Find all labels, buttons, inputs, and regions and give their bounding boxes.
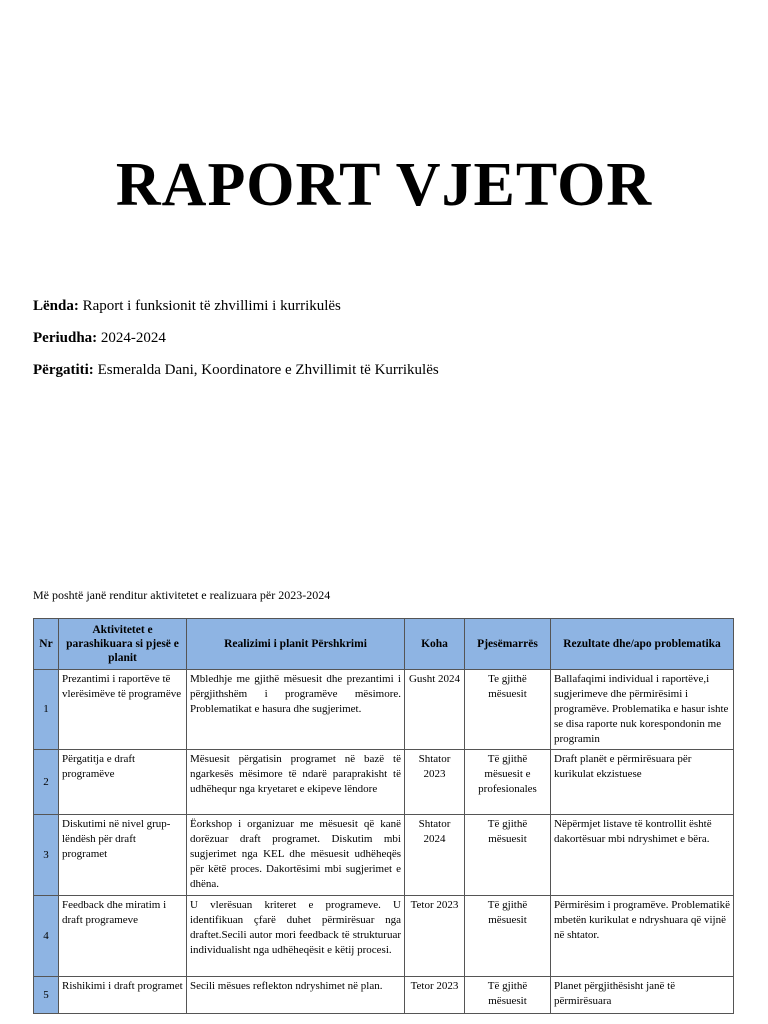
cell-participants: Te gjithë mësuesit bbox=[465, 670, 551, 750]
header-realization: Realizimi i planit Përshkrimi bbox=[187, 619, 405, 670]
cell-nr: 4 bbox=[34, 896, 59, 977]
cell-participants: Të gjithë mësuesit bbox=[465, 977, 551, 1014]
report-title: RAPORT VJETOR bbox=[115, 151, 653, 219]
cell-time: Gusht 2024 bbox=[405, 670, 465, 750]
author-value: Esmeralda Dani, Koordinatore e Zhvillimit të Kurrikulës bbox=[97, 362, 439, 378]
activities-table bbox=[33, 618, 734, 1014]
cell-activity: Feedback dhe miratim i draft programeve bbox=[59, 896, 187, 977]
author-label: Përgatiti: bbox=[33, 362, 94, 378]
table-row bbox=[34, 670, 734, 750]
cell-realization: Ëorkshop i organizuar me mësuesit që kanë dorëzuar draft programet. Diskutim mbi sugjerimet nga KEL dhe mësuesit udhëheqës për këtë proces. Dakortësimi mbi sugjerimet e dhëna. bbox=[187, 815, 405, 896]
header-time: Koha bbox=[405, 619, 465, 670]
period-line bbox=[33, 322, 439, 354]
cell-results: Ballafaqimi individual i raportëve,i sugjerimeve dhe përmirësimi i programëve. Problematika e hasur ishte se disa raporte nuk korespondonin me programin bbox=[551, 670, 734, 750]
header-results: Rezultate dhe/apo problematika bbox=[551, 619, 734, 670]
cell-time: Shtator 2024 bbox=[405, 815, 465, 896]
author-line bbox=[33, 354, 439, 386]
header-nr: Nr bbox=[34, 619, 59, 670]
cell-activity: Rishikimi i draft programet bbox=[59, 977, 187, 1014]
period-value: 2024-2024 bbox=[100, 330, 166, 346]
table-row bbox=[34, 977, 734, 1014]
cell-activity: Prezantimi i raportëve të vlerësimëve të programëve bbox=[59, 670, 187, 750]
cell-realization: U vlerësuan kriteret e programeve. U identifikuan çfarë duhet përmirësuar nga draftet.Secili autor mori feedback të strukturuar individualisht nga udhëheqësit e këtij procesi. bbox=[187, 896, 405, 977]
cell-results: Nëpërmjet listave të kontrollit është dakortësuar mbi ndryshimet e bëra. bbox=[551, 815, 734, 896]
cell-time: Tetor 2023 bbox=[405, 896, 465, 977]
table-header-row bbox=[34, 619, 734, 670]
report-meta bbox=[33, 290, 439, 386]
cell-activity: Përgatitja e draft programëve bbox=[59, 750, 187, 815]
header-participants: Pjesëmarrës bbox=[465, 619, 551, 670]
cell-time: Tetor 2023 bbox=[405, 977, 465, 1014]
period-label: Periudha: bbox=[33, 330, 98, 346]
subject-value: Raport i funksionit të zhvillimi i kurrikulës bbox=[82, 298, 341, 314]
table-row bbox=[34, 896, 734, 977]
table-row bbox=[34, 750, 734, 815]
cell-results: Përmirësim i programëve. Problematikë mbetën kurikulat e ndryshuara që vijnë në shtator. bbox=[551, 896, 734, 977]
subject-label: Lënda: bbox=[33, 298, 79, 314]
cell-results: Planet përgjithësisht janë të përmirësuara bbox=[551, 977, 734, 1014]
cell-nr: 5 bbox=[34, 977, 59, 1014]
cell-realization: Secili mësues reflekton ndryshimet në plan. bbox=[187, 977, 405, 1014]
header-activities: Aktivitetet e parashikuara si pjesë e planit bbox=[59, 619, 187, 670]
table-row bbox=[34, 815, 734, 896]
cell-participants: Të gjithë mësuesit bbox=[465, 815, 551, 896]
cell-nr: 2 bbox=[34, 750, 59, 815]
cell-results: Draft planët e përmirësuara për kurikulat ekzistuese bbox=[551, 750, 734, 815]
cell-time: Shtator 2023 bbox=[405, 750, 465, 815]
cell-nr: 3 bbox=[34, 815, 59, 896]
cell-activity: Diskutimi në nivel grup-lëndësh për draft programet bbox=[59, 815, 187, 896]
cell-participants: Të gjithë mësuesit e profesionales bbox=[465, 750, 551, 815]
cell-realization: Mbledhje me gjithë mësuesit dhe prezantimi i përgjithshëm i programëve mësimore. Problematikat e hasura dhe sugjerimet. bbox=[187, 670, 405, 750]
cell-realization: Mësuesit përgatisin programet në bazë të ngarkesës mësimore të ndarë paraprakisht të udhëhequr nga kryetaret e ekipeve lëndore bbox=[187, 750, 405, 815]
subject-line bbox=[33, 290, 439, 322]
intro-text: Më poshtë janë renditur aktivitetet e realizuara për 2023-2024 bbox=[33, 588, 331, 602]
cell-nr: 1 bbox=[34, 670, 59, 750]
cell-participants: Të gjithë mësuesit bbox=[465, 896, 551, 977]
